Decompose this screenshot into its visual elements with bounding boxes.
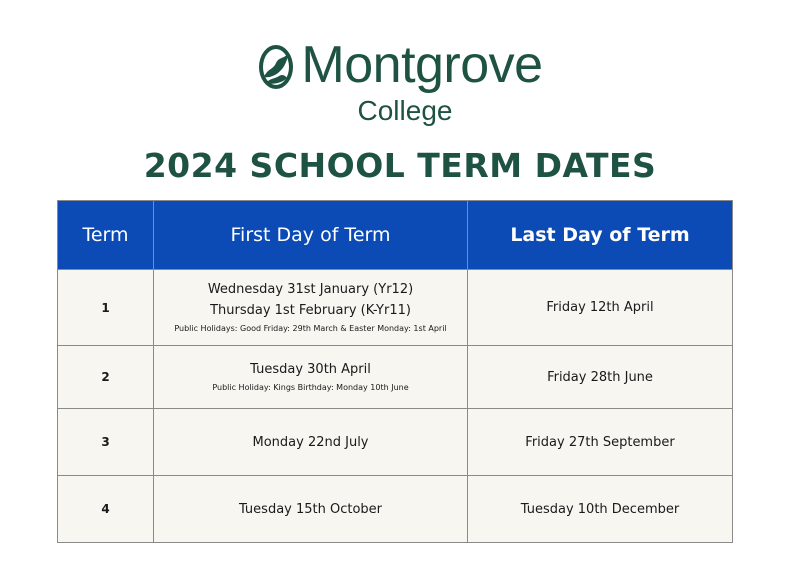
- table-header-row: [58, 201, 733, 270]
- first-day-line: Tuesday 15th October: [238, 501, 383, 517]
- brand-lockup: [257, 36, 542, 126]
- term-number: 4: [58, 476, 154, 543]
- brand-row: [257, 36, 542, 94]
- column-header-first-day: First Day of Term: [154, 201, 468, 270]
- brand-subtitle: College: [357, 95, 453, 126]
- first-day-line: Thursday 1st February (K-Yr11): [210, 302, 411, 318]
- last-day-cell: Tuesday 10th December: [468, 476, 733, 543]
- last-day-cell: Friday 28th June: [468, 346, 733, 409]
- first-day-cell: [154, 346, 468, 409]
- table-row: [58, 270, 733, 346]
- first-day-line: Tuesday 30th April: [250, 361, 371, 377]
- first-day-cell: [154, 476, 468, 543]
- last-day-cell: Friday 12th April: [468, 270, 733, 346]
- first-day-line: Monday 22nd July: [252, 434, 369, 450]
- term-number: 3: [58, 409, 154, 476]
- brand-header: [0, 36, 800, 126]
- mountain-leaf-icon: [257, 43, 295, 91]
- first-day-cell: [154, 270, 468, 346]
- table-row: [58, 346, 733, 409]
- first-day-line: Wednesday 31st January (Yr12): [207, 281, 414, 297]
- column-header-term: Term: [58, 201, 154, 270]
- holiday-note: Public Holiday: Kings Birthday: Monday 10th June: [212, 382, 409, 392]
- table-row: [58, 476, 733, 543]
- term-dates-table: [57, 200, 733, 543]
- brand-name: Montgrove: [301, 36, 543, 94]
- term-number: 2: [58, 346, 154, 409]
- holiday-note: Public Holidays: Good Friday: 29th March & Easter Monday: 1st April: [174, 323, 447, 333]
- column-header-last-day: Last Day of Term: [468, 201, 733, 270]
- term-number: 1: [58, 270, 154, 346]
- last-day-cell: Friday 27th September: [468, 409, 733, 476]
- first-day-cell: [154, 409, 468, 476]
- table-row: [58, 409, 733, 476]
- page-title: 2024 SCHOOL TERM DATES: [143, 146, 657, 185]
